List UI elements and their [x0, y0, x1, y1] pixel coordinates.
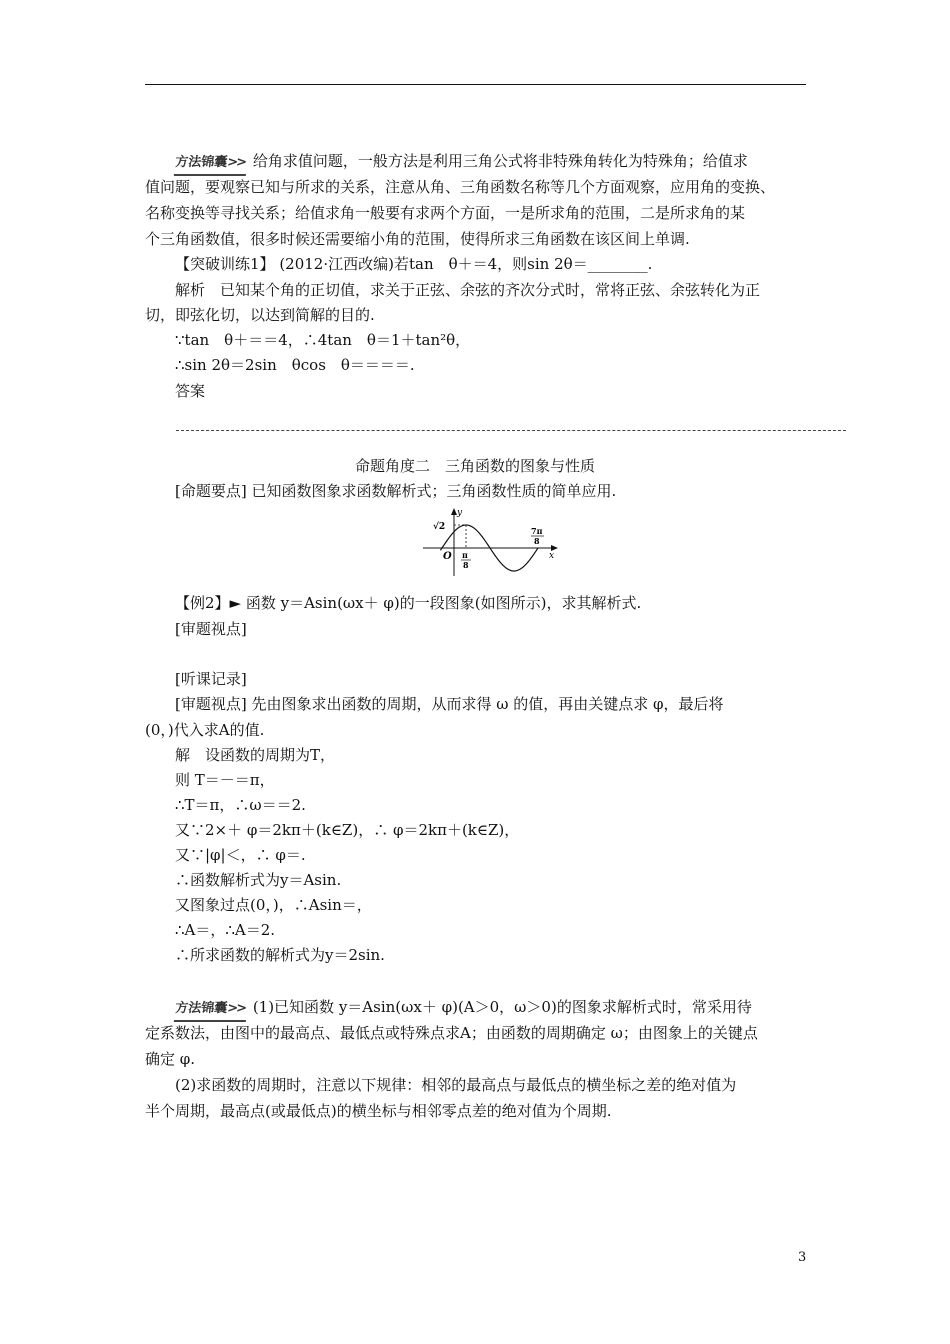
seven-pi-over-8-numerator: 7π — [531, 526, 543, 536]
solution-line-9: ∴所求函数的解析式为y＝2sin. — [175, 946, 385, 964]
exercise-1 — [175, 254, 652, 274]
method-tip-line-1: 方法锦囊>> 给角求值问题，一般方法是利用三角公式将非特殊角转化为特殊角；给值求 — [175, 151, 748, 176]
method-tag: 方法锦囊>> — [174, 153, 248, 176]
solution-line-8: ∴A＝，∴A＝2. — [175, 921, 276, 939]
method-tip-line-2: 值问题，要观察已知与所求的关系，注意从角、三角函数名称等几个方面观察，应用角的变换、 — [145, 178, 776, 196]
solution-line-3: ∴T＝π，∴ω＝＝2. — [175, 796, 306, 814]
answer-label: 答案 — [175, 382, 206, 400]
example-2: 【例2】► 函数 y＝Asin(ωx＋ φ)的一段图象(如图所示)，求其解析式. — [175, 594, 642, 612]
method-tip-line-3: 名称变换等寻找关系；给值求角一般要有求两个方面，一是所求角的范围，二是所求角的某 — [145, 204, 746, 222]
solution-line-2: 则 T＝－＝π， — [175, 771, 275, 789]
solution-line-1: 解 设函数的周期为T， — [175, 746, 336, 764]
section-title: 命题角度二 三角函数的图象与性质 — [354, 457, 595, 475]
method-tip2-line-4: (2)求函数的周期时，注意以下规律：相邻的最高点与最低点的横坐标之差的绝对值为 — [175, 1076, 737, 1094]
review-detail-line-2: (0，)代入求A的值. — [145, 721, 265, 739]
seven-pi-over-8-denominator: 8 — [534, 536, 540, 546]
review-detail-line-1: [审题视点] 先由图象求出函数的周期，从而求得 ω 的值，再由关键点求 φ，最后将 — [175, 695, 724, 713]
pi-over-8-denominator: 8 — [463, 560, 469, 570]
analysis-line-4: ∴sin 2θ＝2sin θcos θ＝＝＝＝. — [175, 356, 415, 374]
solution-line-4: 又∵2×＋ φ＝2kπ＋(k∈Z)，∴ φ＝2kπ＋(k∈Z)， — [175, 821, 520, 839]
origin-label: O — [443, 551, 452, 562]
method-tip2-line-1: 方法锦囊>> (1)已知函数 y＝Asin(ωx＋ φ)(A＞0，ω＞0)的图象求解析式时，常采用待 — [175, 997, 752, 1022]
method-tip2-line-3: 确定 φ. — [145, 1050, 196, 1068]
sine-graph — [420, 506, 560, 578]
method-tip2-line-2: 定系数法，由图中的最高点、最低点或特殊点求A；由函数的周期确定 ω；由图象上的关键点 — [145, 1024, 758, 1042]
header-rule — [145, 84, 806, 85]
analysis-line-2: 切，即弦化切，以达到简解的目的. — [145, 306, 375, 324]
solution-line-7: 又图象过点(0，)，∴Asin＝， — [175, 896, 372, 914]
analysis-line-3: ∵tan θ＋＝＝4，∴4tan θ＝1＋tan²θ， — [175, 331, 471, 349]
review-view-heading: [审题视点] — [175, 620, 247, 638]
dashed-separator — [176, 430, 846, 431]
analysis-line-1: 解析 已知某个角的正切值，求关于正弦、余弦的齐次分式时，常将正弦、余弦转化为正 — [175, 281, 761, 299]
page-number: 3 — [798, 1250, 807, 1265]
method-tip-line-4: 个三角函数值，很多时候还需要缩小角的范围，使得所求三角函数在该区间上单调. — [145, 230, 690, 248]
key-points: [命题要点] 已知函数图象求函数解析式；三角函数性质的简单应用. — [175, 482, 617, 500]
method-tag-2: 方法锦囊>> — [174, 999, 248, 1022]
pi-over-8-numerator: π — [462, 550, 468, 560]
solution-line-5: 又∵|φ|＜，∴ φ＝. — [175, 846, 306, 864]
method-tip2-line-5: 半个周期，最高点(或最低点)的横坐标与相邻零点差的绝对值为个周期. — [145, 1102, 612, 1120]
exercise-1-text: (2012·江西改编)若tan θ＋＝4，则sin 2θ＝________. — [279, 255, 653, 273]
sqrt2-label: √2 — [433, 522, 446, 532]
x-label: x — [549, 551, 555, 561]
exercise-1-label: 【突破训练1】 — [175, 255, 275, 273]
lecture-notes-heading: [听课记录] — [175, 670, 247, 688]
y-label: y — [457, 508, 463, 518]
solution-line-6: ∴函数解析式为y＝Asin. — [175, 871, 342, 889]
